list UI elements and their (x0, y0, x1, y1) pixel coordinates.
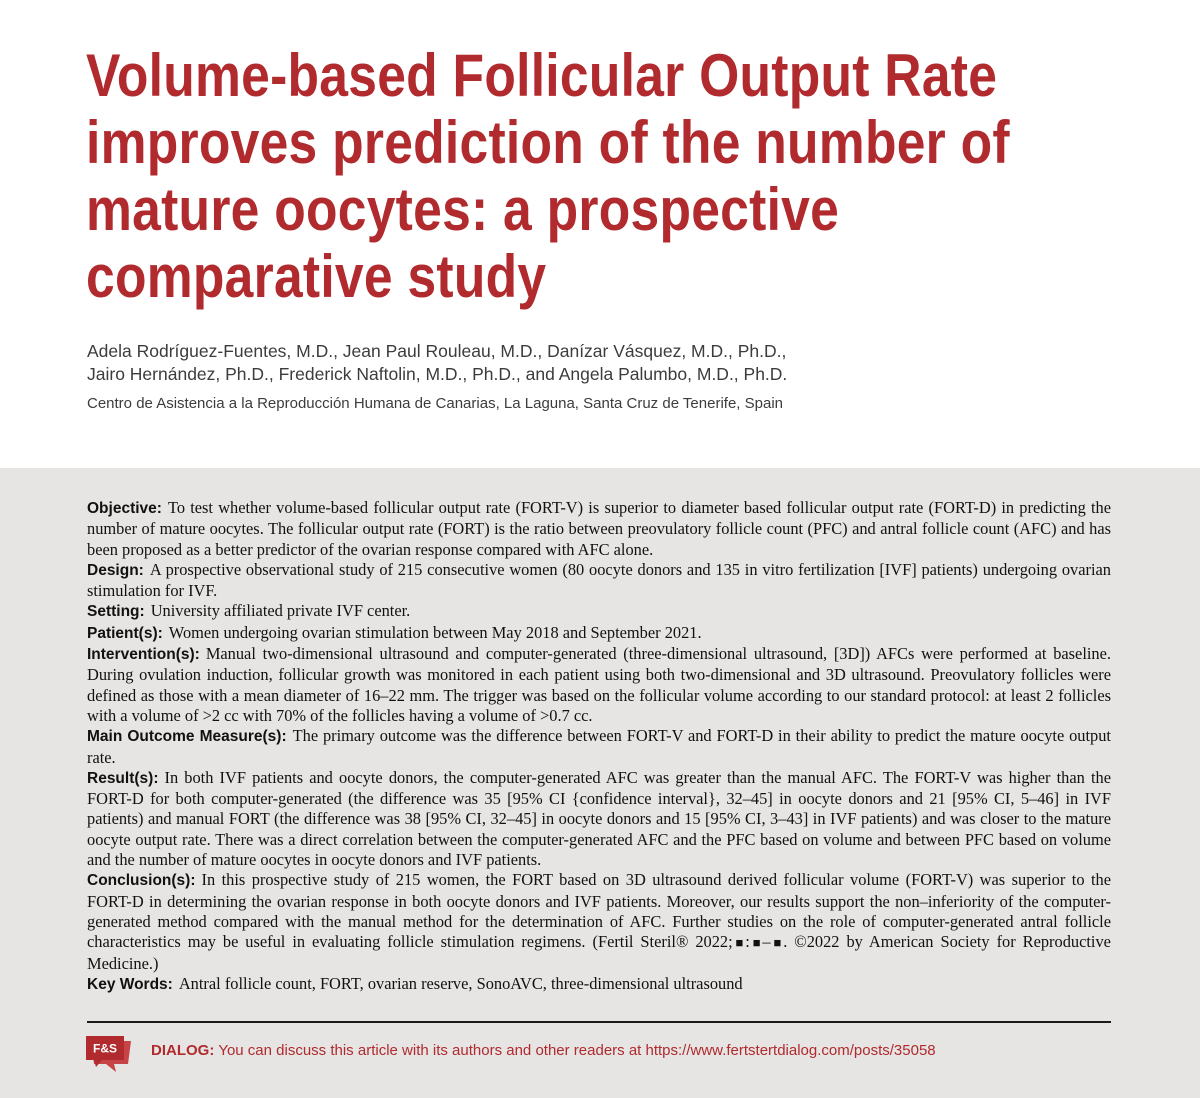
section-label: Objective: (87, 500, 162, 517)
section-label: Design: (87, 561, 144, 579)
section-label: Result(s): (87, 769, 159, 787)
article-header (0, 0, 1200, 468)
dialog-label: DIALOG: (151, 1042, 215, 1059)
abstract-interventions (87, 644, 1111, 726)
author-line: Adela Rodríguez-Fuentes, M.D., Jean Paul Rouleau, M.D., Danízar Vásquez, M.D., Ph.D., (87, 341, 787, 361)
abstract-outcome (87, 726, 1111, 768)
section-label: Intervention(s): (87, 646, 200, 664)
citation-prefix: (Fertil Steril® 2022; (592, 932, 733, 952)
abstract-objective (87, 498, 1111, 560)
affiliation: Centro de Asistencia a la Reproducción Humana de Canarias, La Laguna, Santa Cruz de Tenerife, Spain (87, 395, 783, 412)
section-text: A prospective observational study of 215 consecutive women (80 oocyte donors and 135 in vitro fertilization [IVF] patients) undergoing ovarian stimulation for IVF. (87, 559, 1111, 601)
section-label: Conclusion(s): (87, 872, 196, 890)
divider (87, 1021, 1111, 1023)
title-line: comparative study (86, 243, 547, 310)
abstract-keywords (87, 974, 1111, 995)
dialog-message: You can discuss this article with its authors and other readers at https://www.fertstertdialog.com/posts/35058 (218, 1042, 936, 1059)
section-text: In this prospective study of 215 women, the FORT based on 3D ultrasound derived follicular volume (FORT-V) was superior to the FORT-D in determining the ovarian response in both oocyte donors and IVF patients. Moreover, our results support the non–inferiority of the computer-generated method compared with the manual method for the determination of AFC. Further studies on the role of computer-generated antral follicle characteristics may be useful in evaluating follicle stimulation regimens. (87, 870, 1111, 952)
abstract-patients (87, 623, 1111, 644)
placeholder-block: ■ (749, 935, 763, 951)
section-label: Main Outcome Measure(s): (87, 728, 287, 746)
citation-dash: – (762, 932, 771, 952)
placeholder-block: ■ (770, 935, 784, 951)
section-label: Patient(s): (87, 624, 163, 642)
section-text: The primary outcome was the difference between FORT-V and FORT-D in their ability to predict the mature oocyte output rate. (87, 726, 1111, 767)
section-text: To test whether volume-based follicular output rate (FORT-V) is superior to diameter based follicular output rate (FORT-D) in predicting the number of mature oocytes. The follicular output rate (FORT) is the ratio between preovulatory follicle count (PFC) and antral follicle count (AFC) and has been proposed as a better predictor of the ovarian response compared with AFC alone. (87, 498, 1111, 559)
dialog-speech-bubble-icon (86, 1036, 136, 1074)
section-label: Setting: (87, 603, 145, 621)
dialog-icon-label: F&S (93, 1041, 117, 1056)
abstract-conclusions (87, 870, 1111, 973)
article-title (86, 42, 1015, 310)
placeholder-block: ■ (732, 935, 746, 951)
abstract-design (87, 560, 1111, 602)
abstract-setting (87, 601, 1111, 622)
citation-suffix: . ©2022 by American Society for Reproductive Medicine.) (87, 932, 1111, 973)
section-text: Antral follicle count, FORT, ovarian reserve, SonoAVC, three-dimensional ultrasound (178, 973, 743, 993)
section-text: Women undergoing ovarian stimulation between May 2018 and September 2021. (168, 622, 702, 642)
author-list (87, 340, 787, 386)
citation-colon: : (745, 932, 750, 952)
section-text: University affiliated private IVF center. (150, 601, 411, 621)
dialog-link[interactable] (151, 1042, 936, 1059)
section-text: Manual two-dimensional ultrasound and computer-generated (three-dimensional ultrasound, [3D]) AFCs were performed at baseline. During ovulation induction, follicular growth was monitored in each patient using both two-dimensional and 3D ultrasound. Preovulatory follicles were defined as those with a mean diameter of 16–22 mm. The trigger was based on the follicular volume according to our standard protocol: at least 2 follicles with a volume of >2 cc with 70% of the follicles having a volume of >0.7 cc. (87, 644, 1111, 725)
author-line: Jairo Hernández, Ph.D., Frederick Naftolin, M.D., Ph.D., and Angela Palumbo, M.D., Ph.D. (87, 364, 788, 384)
title-line: Volume-based Follicular Output Rate (86, 42, 998, 109)
abstract-results (87, 768, 1111, 870)
title-line: improves prediction of the number of (86, 109, 1010, 176)
title-line: mature oocytes: a prospective (86, 176, 840, 243)
section-label: Key Words: (87, 975, 173, 993)
section-text: In both IVF patients and oocyte donors, the computer-generated AFC was greater than the manual AFC. The FORT-V was higher than the FORT-D for both computer-generated (the difference was 35 [95% CI {confidence interval}, 32–45] in oocyte donors and 21 [95% CI, 5–46] in IVF patients) and manual FORT (the difference was 38 [95% CI, 32–45] in oocyte donors and 15 [95% CI, 3–43] in IVF patients) and was closer to the mature oocyte output rate. There was a direct correlation between the computer-generated AFC and the PFC based on volume and between PFC based on volume and the number of mature oocytes in oocyte donors and IVF patients. (87, 767, 1111, 870)
abstract (87, 498, 1111, 995)
